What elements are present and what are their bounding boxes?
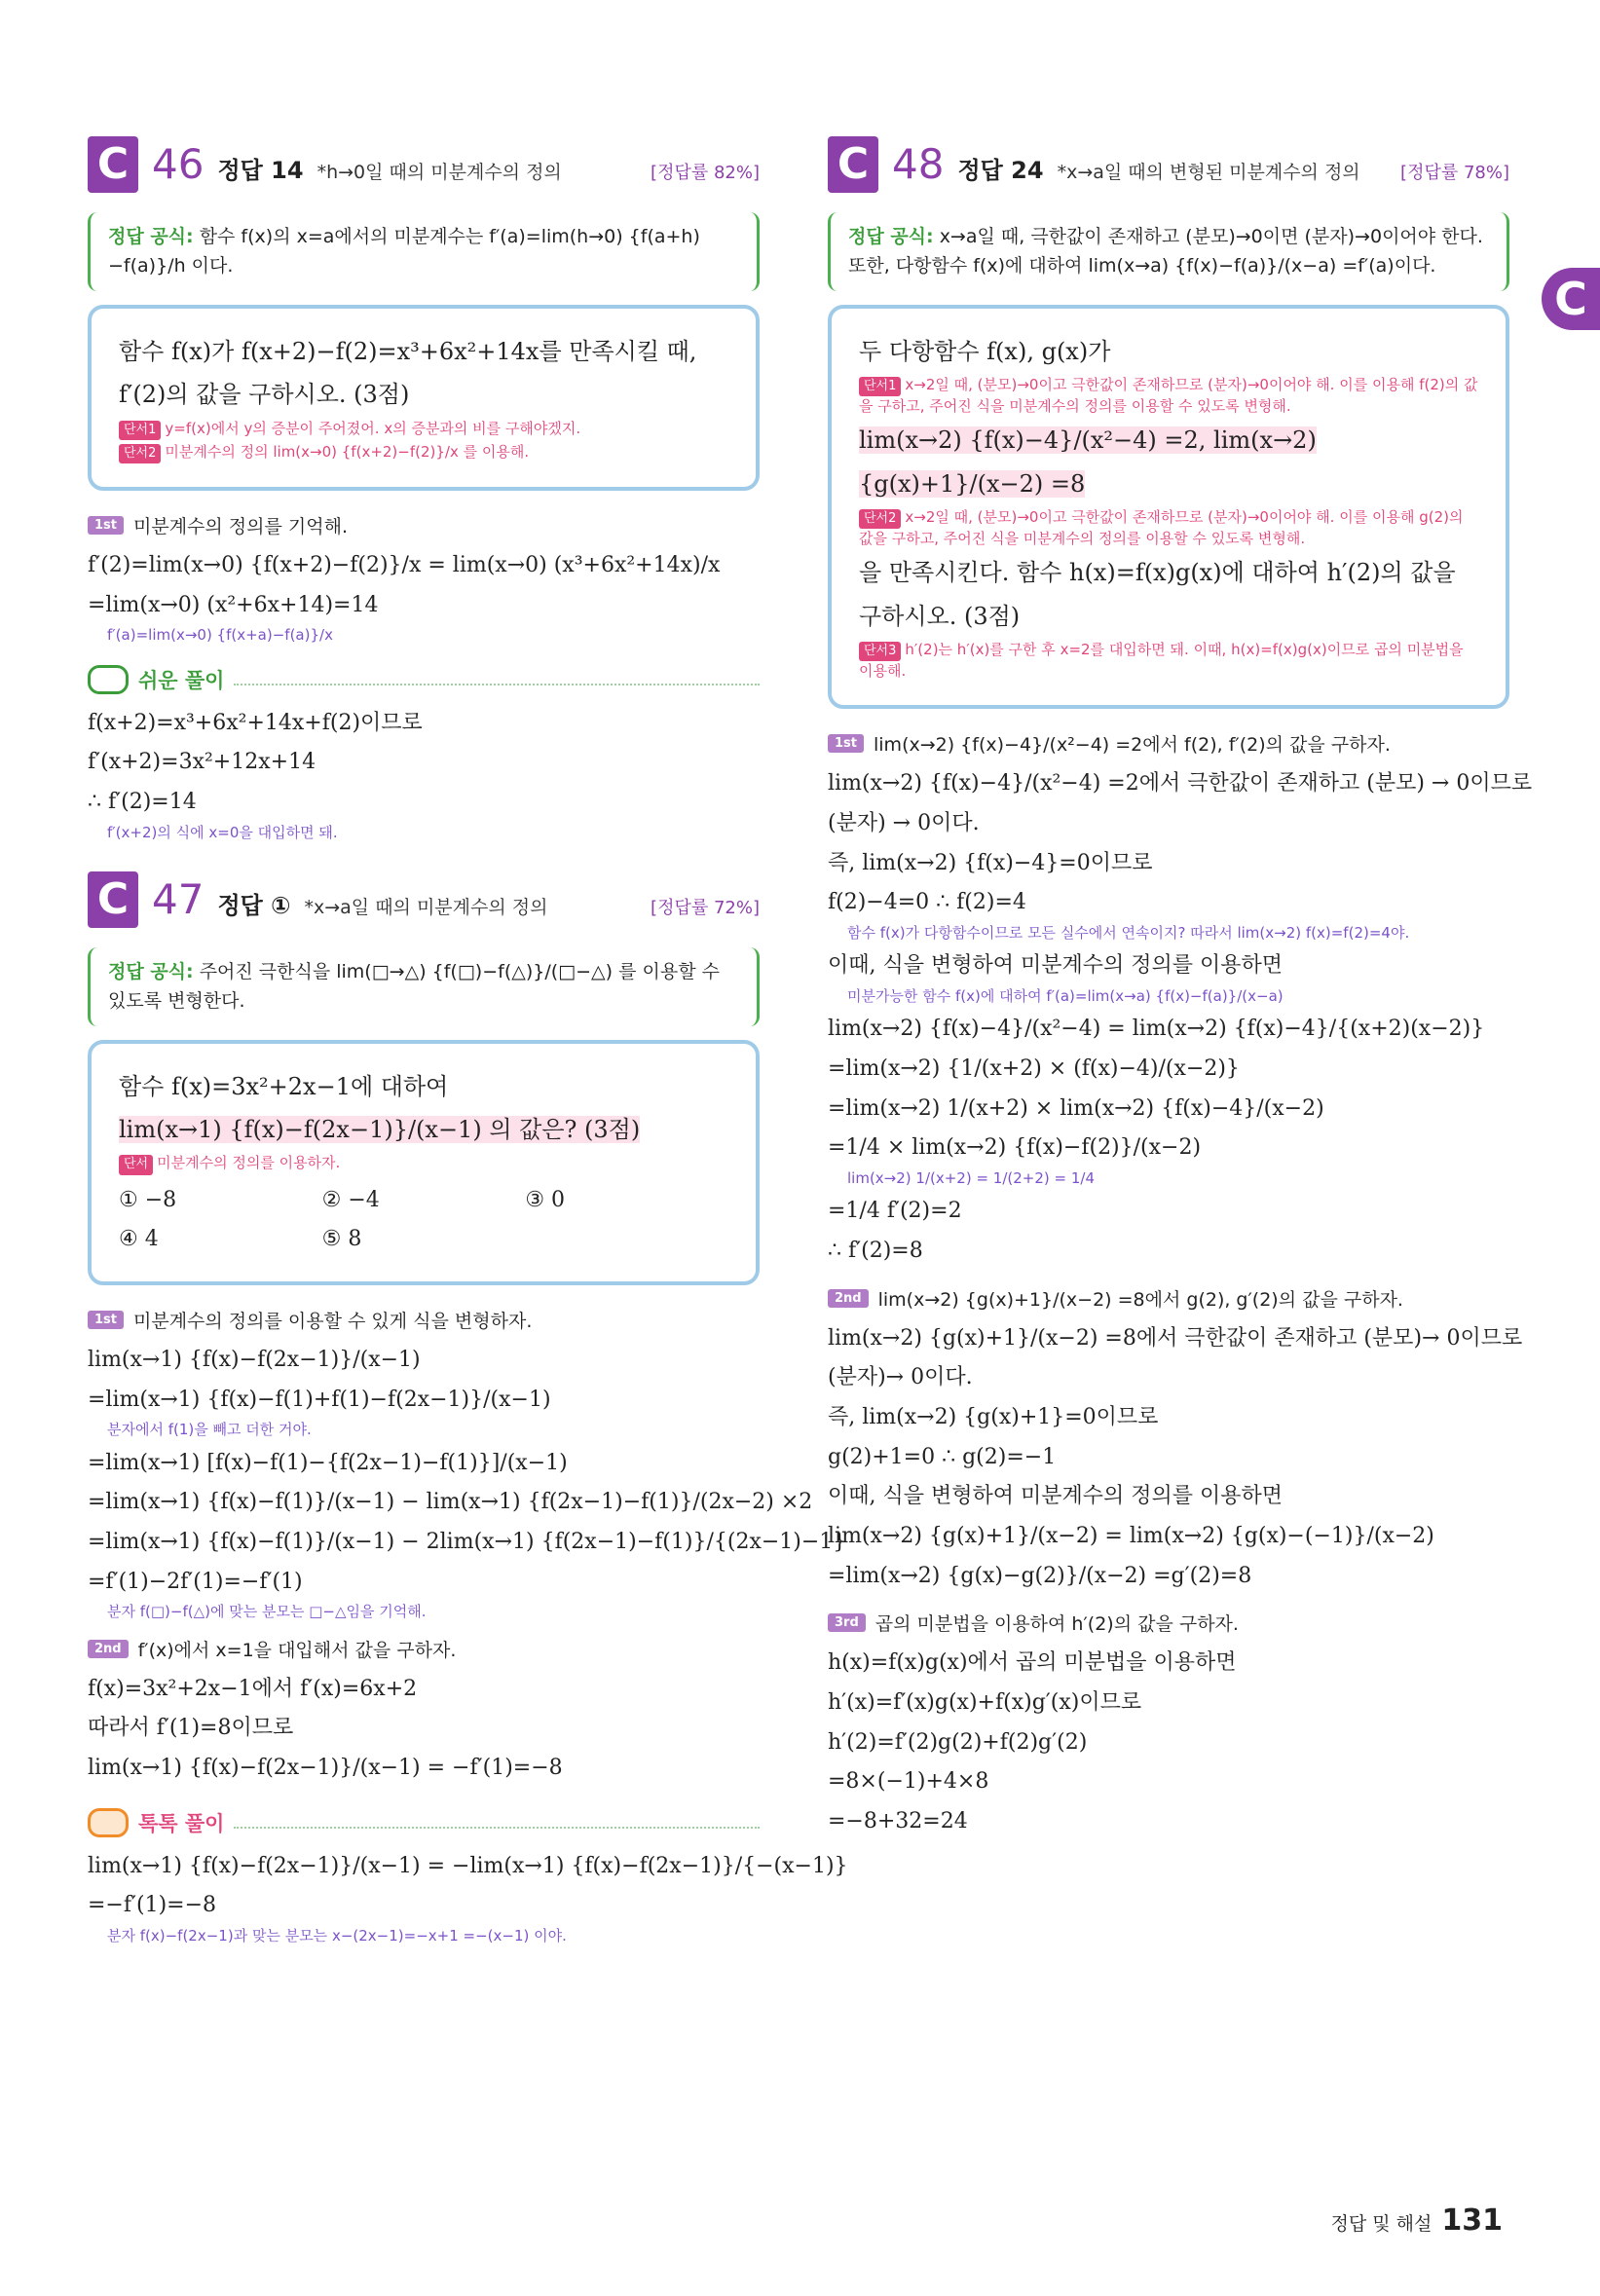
q46-rate: [정답률 82%]	[651, 163, 760, 183]
page-footer	[1331, 2203, 1503, 2238]
q48-step-3-text: 곱의 미분법을 이용하여 h′(2)의 값을 구하자.	[874, 1613, 1239, 1636]
q48-line3-3: h′(2)=f′(2)g(2)+f(2)g′(2)	[828, 1729, 1088, 1755]
q48-hint-3	[859, 640, 1478, 682]
q47-formula	[88, 947, 760, 1026]
q47-choice-4: ④ 4	[119, 1227, 159, 1252]
q48-line1c-4: =1/4 × lim(x→2) {f(x)−f(2)}/(x−2)	[828, 1135, 1202, 1161]
q47-badge: C	[88, 871, 138, 928]
q46-easy-title: 쉬운 풀이	[138, 668, 225, 692]
q48-line2-7: =lim(x→2) {g(x)−g(2)}/(x−2) =g′(2)=8	[828, 1563, 1252, 1588]
right-column	[828, 136, 1533, 1842]
q47-formula-label: 정답 공식:	[108, 960, 194, 982]
q46-question-box	[88, 305, 760, 491]
q47-question-line-1: 함수 f(x)=3x²+2x−1에 대하여	[119, 1072, 449, 1100]
q47-step-1-tag: 1st	[88, 1311, 124, 1329]
q47-line-1: lim(x→1) {f(x)−f(2x−1)}/(x−1)	[88, 1348, 421, 1372]
q46-easy-line-3: ∴ f′(2)=14	[88, 789, 197, 814]
q47-step-2-text: f′(x)에서 x=1을 대입해서 값을 구하자.	[137, 1639, 457, 1661]
q48-line3-1: h(x)=f(x)g(x)에서 곱의 미분법을 이용하면	[828, 1650, 1237, 1676]
q47-choice-3: ③ 0	[525, 1187, 566, 1212]
q47-rate: [정답률 72%]	[651, 897, 760, 918]
q48-question-end-1: 을 만족시킨다. 함수 h(x)=f(x)g(x)에 대하여 h′(2)의 값을	[859, 559, 1456, 587]
q48-hint-1	[859, 375, 1478, 417]
q46-step-1-text: 미분계수의 정의를 기억해.	[133, 515, 349, 537]
q46-note-1: f′(a)=lim(x→0) {f(x+a)−f(a)}/x	[107, 626, 333, 645]
q48-hint-2	[859, 507, 1478, 549]
q48-hint-2-text: x→2일 때, (분모)→0이고 극한값이 존재하므로 (분자)→0이어야 해. 이를 이용해 g(2)의 값을 구하고, 주어진 식을 미분계수의 정의를 이용할 수 있도록 변형해.	[859, 508, 1464, 548]
q46-hint-2-tag: 단서2	[119, 444, 161, 463]
q48-line1b-1: 이때, 식을 변형하여 미분계수의 정의를 이용하면	[828, 953, 1284, 979]
q47-line2-1: f(x)=3x²+2x−1에서 f′(x)=6x+2	[88, 1676, 418, 1701]
q46-step-1	[88, 512, 760, 538]
q47-choices	[119, 1181, 728, 1260]
q47-line2-3: lim(x→1) {f(x)−f(2x−1)}/(x−1) = −f′(1)=−8	[88, 1756, 563, 1780]
q48-step-2-text: lim(x→2) {g(x)+1}/(x−2) =8에서 g(2), g′(2)의 값을 구하자.	[877, 1288, 1403, 1311]
q48-note-3: lim(x→2) 1/(x+2) = 1/(2+2) = 1/4	[847, 1168, 1096, 1187]
q48-question-end-2: 구하시오. (3점)	[859, 602, 1021, 630]
q48-line1c-2: =lim(x→2) {1/(x+2) × (f(x)−4)/(x−2)}	[828, 1055, 1240, 1081]
q47-hint-tag: 단서	[119, 1155, 153, 1174]
q48-line2-6: lim(x→2) {g(x)+1}/(x−2) = lim(x→2) {g(x)−(−1)}/(x−2)	[828, 1524, 1434, 1549]
divider	[234, 674, 760, 685]
q48-formula-text: x→a일 때, 극한값이 존재하고 (분모)→0이면 (분자)→0이어야 한다. 또한, 다항함수 f(x)에 대하여 lim(x→a) {f(x)−f(a)}/(x−a) =f′(a)이다.	[848, 226, 1483, 278]
q47-header	[88, 871, 760, 934]
q47-step-2-tag: 2nd	[88, 1640, 129, 1658]
q47-note-2: 분자 f(□)−f(△)에 맞는 분모는 □−△임을 기억해.	[107, 1603, 427, 1621]
q47-tok-line-1: lim(x→1) {f(x)−f(2x−1)}/(x−1) = −lim(x→1) {f(x)−f(2x−1)}/{−(x−1)}	[88, 1853, 848, 1878]
q46-answer: 정답 14	[217, 157, 304, 184]
q47-line-3: =lim(x→1) [f(x)−f(1)−{f(2x−1)−f(1)}]/(x−1)	[88, 1450, 568, 1475]
q47-line-6: =f′(1)−2f′(1)=−f′(1)	[88, 1569, 303, 1594]
q48-line2-1: lim(x→2) {g(x)+1}/(x−2) =8에서 극한값이 존재하고 (분모)→ 0이므로	[828, 1325, 1523, 1351]
q48-line1c-1: lim(x→2) {f(x)−4}/(x²−4) = lim(x→2) {f(x)−4}/{(x+2)(x−2)}	[828, 1017, 1485, 1042]
q48-hint-2-tag: 단서2	[859, 509, 901, 529]
q46-easy-line-1: f(x+2)=x³+6x²+14x+f(2)이므로	[88, 710, 423, 735]
q46-hint-1-tag: 단서1	[119, 421, 161, 440]
q48-rate: [정답률 78%]	[1400, 163, 1509, 183]
q48-line1-4: f(2)−4=0 ∴ f(2)=4	[828, 890, 1026, 915]
q47-question-limit: lim(x→1) {f(x)−f(2x−1)}/(x−1) 의 값은? (3점)	[119, 1116, 641, 1144]
q47-tok-line-2: =−f′(1)=−8	[88, 1893, 217, 1918]
q47-choice-2: ② −4	[321, 1187, 380, 1212]
q46-easy-header	[88, 665, 760, 694]
q48-header	[828, 136, 1509, 199]
tools-icon	[88, 1808, 129, 1837]
q47-answer: 정답 ①	[217, 891, 291, 919]
q48-step-1-text: lim(x→2) {f(x)−4}/(x²−4) =2에서 f(2), f′(2)의 값을 구하자.	[874, 734, 1391, 757]
q46-line-1: f′(2)=lim(x→0) {f(x+2)−f(2)}/x = lim(x→0) (x³+6x²+14x)/x	[88, 552, 721, 577]
q48-question-limits-text: lim(x→2) {f(x)−4}/(x²−4) =2, lim(x→2) {g(x)+1}/(x−2) =8	[859, 426, 1317, 498]
q48-formula-label: 정답 공식:	[848, 226, 934, 247]
q47-hint-text: 미분계수의 정의를 이용하자.	[157, 1154, 341, 1172]
q48-hint-1-tag: 단서1	[859, 377, 901, 396]
q46-formula-text: 함수 f(x)의 x=a에서의 미분계수는 f′(a)=lim(h→0) {f(a+h)−f(a)}/h 이다.	[108, 226, 700, 278]
q48-line2-5: 이때, 식을 변형하여 미분계수의 정의를 이용하면	[828, 1484, 1284, 1509]
q48-hint-1-text: x→2일 때, (분모)→0이고 극한값이 존재하므로 (분자)→0이어야 해. 이를 이용해 f(2)의 값을 구하고, 주어진 식을 미분계수의 정의를 이용할 수 있도록 변형해.	[859, 376, 1478, 416]
q48-line1-3: 즉, lim(x→2) {f(x)−4}=0이므로	[828, 850, 1153, 875]
q47-tok-note: 분자 f(x)−f(2x−1)과 맞는 분모는 x−(2x−1)=−x+1 =−(x−1) 이야.	[107, 1927, 567, 1945]
q48-step-1	[828, 730, 1509, 757]
q48-answer: 정답 24	[957, 157, 1044, 184]
q47-line-5: =lim(x→1) {f(x)−f(1)}/(x−1) − 2lim(x→1) {f(2x−1)−f(1)}/{(2x−1)−1}	[88, 1530, 847, 1554]
section-c-tab: C	[1542, 268, 1600, 330]
divider	[234, 1817, 760, 1829]
q48-line1c-6: ∴ f′(2)=8	[828, 1238, 923, 1263]
q48-step-2	[828, 1285, 1509, 1312]
q48-step-3-tag: 3rd	[828, 1613, 866, 1632]
q47-choice-1: ① −8	[119, 1187, 177, 1212]
q47-question-line-2	[119, 1108, 728, 1151]
q48-question-box	[828, 305, 1509, 710]
q48-line1c-5: =1/4 f′(2)=2	[828, 1199, 962, 1224]
q48-step-2-tag: 2nd	[828, 1289, 869, 1308]
q48-hint-3-text: h′(2)는 h′(x)를 구한 후 x=2를 대입하면 돼. 이때, h(x)=f(x)g(x)이므로 곱의 미분법을 이용해.	[859, 641, 1464, 681]
q46-number: 46	[152, 140, 205, 188]
q47-step-1	[88, 1307, 760, 1333]
q48-topic: *x→a일 때의 변형된 미분계수의 정의	[1057, 162, 1360, 183]
q46-badge: C	[88, 136, 138, 193]
q47-hint	[119, 1153, 728, 1174]
q48-line2-3: 즉, lim(x→2) {g(x)+1}=0이므로	[828, 1404, 1159, 1429]
q48-line2-4: g(2)+1=0 ∴ g(2)=−1	[828, 1444, 1057, 1469]
q47-tok-header	[88, 1808, 760, 1837]
footer-label: 정답 및 해설	[1330, 2213, 1433, 2235]
q47-topic: *x→a일 때의 미분계수의 정의	[304, 896, 548, 918]
q48-formula	[828, 212, 1509, 291]
q47-tok-title: 톡톡 풀이	[138, 1811, 225, 1835]
q46-easy-note: f′(x+2)의 식에 x=0을 대입하면 돼.	[107, 823, 338, 841]
q46-formula-label: 정답 공식:	[108, 226, 194, 247]
q48-question-intro: 두 다항함수 f(x), g(x)가	[859, 337, 1111, 365]
q46-easy-line-2: f′(x+2)=3x²+12x+14	[88, 750, 316, 775]
q48-line3-2: h′(x)=f′(x)g(x)+f(x)g′(x)이므로	[828, 1690, 1142, 1716]
q48-line2-2: (분자)→ 0이다.	[828, 1365, 973, 1390]
q46-question-line-2: f′(2)의 값을 구하시오. (3점)	[119, 381, 410, 409]
q46-line-2: =lim(x→0) (x²+6x+14)=14	[88, 592, 379, 617]
q46-formula	[88, 212, 760, 291]
page-number: 131	[1441, 2203, 1503, 2238]
q47-step-1-text: 미분계수의 정의를 이용할 수 있게 식을 변형하자.	[133, 1311, 533, 1332]
q46-hint-2-text: 미분계수의 정의 lim(x→0) {f(x+2)−f(2)}/x 를 이용해.	[165, 442, 530, 461]
q47-line-4: =lim(x→1) {f(x)−f(1)}/(x−1) − lim(x→1) {f(2x−1)−f(1)}/(2x−2) ×2	[88, 1490, 813, 1515]
q47-step-2	[88, 1636, 760, 1662]
q48-note-1: 함수 f(x)가 다항함수이므로 모든 실수에서 연속이지? 따라서 lim(x→2) f(x)=f(2)=4야.	[847, 924, 1410, 943]
q47-choice-5: ⑤ 8	[321, 1227, 362, 1252]
q47-number: 47	[152, 874, 205, 923]
q46-question-line-1: 함수 f(x)가 f(x+2)−f(2)=x³+6x²+14x를 만족시킬 때,	[119, 337, 697, 365]
q48-line3-5: =−8+32=24	[828, 1809, 968, 1834]
q46-hint-1	[119, 419, 728, 440]
q48-note-2: 미분가능한 함수 f(x)에 대하여 f′(a)=lim(x→a) {f(x)−f(a)}/(x−a)	[847, 986, 1284, 1005]
q47-formula-text: 주어진 극한식을 lim(□→△) {f(□)−f(△)}/(□−△) 를 이용할 수 있도록 변형한다.	[108, 960, 720, 1013]
q48-line1-2: (분자) → 0이다.	[828, 810, 980, 835]
q47-note-1: 분자에서 f(1)을 빼고 더한 거야.	[107, 1421, 312, 1439]
q48-hint-3-tag: 단서3	[859, 642, 901, 661]
q48-line1-1: lim(x→2) {f(x)−4}/(x²−4) =2에서 극한값이 존재하고 (분모) → 0이므로	[828, 771, 1533, 796]
q48-step-1-tag: 1st	[828, 734, 864, 753]
q48-step-3	[828, 1610, 1509, 1636]
q48-question-limits	[859, 419, 1478, 505]
q46-hint-1-text: y=f(x)에서 y의 증분이 주어졌어. x의 증분과의 비를 구해야겠지.	[165, 419, 581, 437]
q46-header	[88, 136, 760, 199]
q47-line2-2: 따라서 f′(1)=8이므로	[88, 1716, 294, 1741]
q46-step-1-tag: 1st	[88, 516, 124, 535]
q47-line-2: =lim(x→1) {f(x)−f(1)+f(1)−f(2x−1)}/(x−1)	[88, 1387, 551, 1412]
glasses-icon	[88, 665, 129, 694]
q48-number: 48	[892, 140, 945, 188]
q46-topic: *h→0일 때의 미분계수의 정의	[316, 162, 562, 183]
q48-line3-4: =8×(−1)+4×8	[828, 1769, 989, 1795]
q47-question-box	[88, 1040, 760, 1285]
q48-line1c-3: =lim(x→2) 1/(x+2) × lim(x→2) {f(x)−4}/(x−2)	[828, 1095, 1324, 1121]
q48-badge: C	[828, 136, 878, 193]
q46-hint-2	[119, 442, 728, 463]
